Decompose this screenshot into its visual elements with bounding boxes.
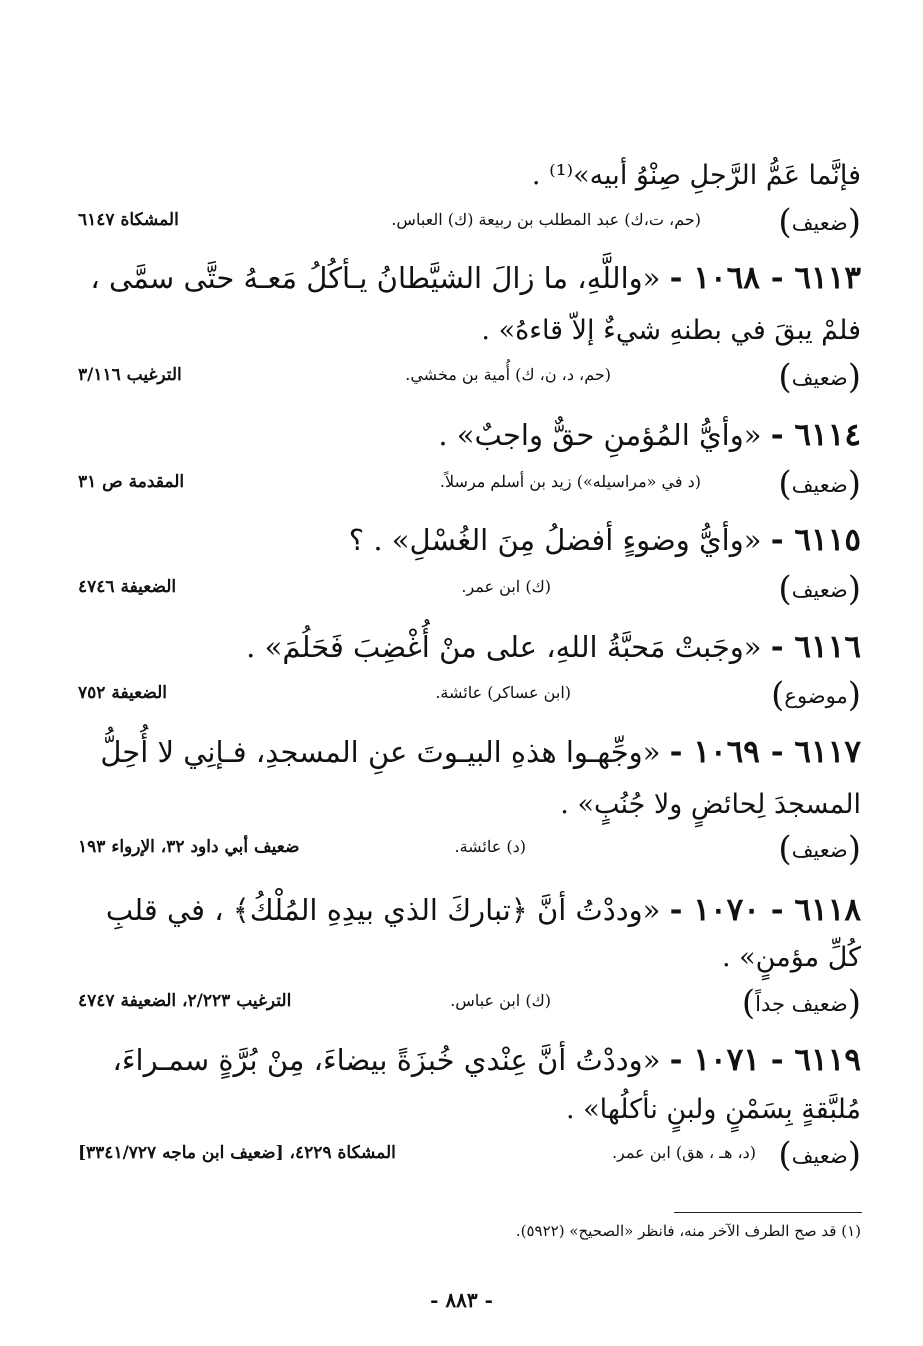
grade-label: (موضوع) <box>771 675 861 715</box>
hadith-first-line <box>78 415 861 455</box>
hadith-first-line <box>78 732 861 772</box>
narrator-text: (حم، ت،ك) عبد المطلب بن ربيعة (ك) العباس. <box>391 210 701 229</box>
hadith-first-line <box>78 258 861 298</box>
source-line <box>78 569 861 610</box>
hadith-number: ٦١١٣ - ١٠٦٨ - <box>669 260 861 296</box>
hadith-number: ٦١١٨ - ١٠٧٠ - <box>669 892 861 928</box>
hadith-first-line <box>78 627 861 667</box>
hadith-number: ٦١١٥ - <box>770 522 861 558</box>
grade-label: (ضعيف) <box>778 1135 861 1175</box>
grade-label: (ضعيف) <box>778 464 861 504</box>
hadith-text: «وجَبتْ مَحبَّةُ اللهِ، على منْ أُغْضِبَ فَحَلُمَ» . <box>246 630 762 664</box>
hadith-text: «وأيُّ المُؤمنِ حقٌّ واجبٌ» . <box>438 418 762 452</box>
grade-label: (ضعيف) <box>778 829 861 869</box>
footnote: (١) قد صح الطرف الآخر منه، فانظر «الصحيح» (٥٩٢٢). <box>515 1222 861 1240</box>
source-line <box>78 675 861 716</box>
hadith-text: «واللَّهِ، ما زالَ الشيَّطانُ يـأكُلُ مَعـهُ حتَّى سمَّى ، <box>90 261 661 295</box>
reference-text: الضعيفة ٧٥٢ <box>78 683 168 703</box>
hadith-first-line <box>78 520 861 560</box>
source-line <box>78 202 861 243</box>
source-line <box>78 464 861 505</box>
narrator-text: (ابن عساكر) عائشة. <box>435 683 571 702</box>
hadith-text: «وأيُّ وضوءٍ أفضلُ مِنَ الغُسْلِ» . ؟ <box>348 523 762 557</box>
hadith-text-line: مُلبَّقةٍ بِسَمْنٍ ولبنٍ نأكلُها» . <box>565 1094 861 1125</box>
source-line <box>78 829 861 870</box>
hadith-text: «وجِّهـوا هذهِ البيـوتَ عنِ المسجدِ، فـإنِي لا أُحِلُّ <box>100 735 661 769</box>
grade-label: (ضعيف) <box>778 569 861 609</box>
hadith-number: ٦١١٦ - <box>770 629 861 665</box>
reference-text: الترغيب ٢/٢٢٣، الضعيفة ٤٧٤٧ <box>78 991 292 1011</box>
hadith-text-line: فإنَّما عَمُّ الرَّجلِ صِنْوُ أبيه»⁽¹⁾ . <box>531 160 861 191</box>
narrator-text: (ك) ابن عباس. <box>450 991 551 1010</box>
source-line <box>78 983 861 1024</box>
hadith-first-line <box>78 1040 861 1080</box>
footnote-divider <box>674 1212 862 1213</box>
reference-text: الضعيفة ٤٧٤٦ <box>78 577 177 597</box>
narrator-text: (ك) ابن عمر. <box>461 577 551 596</box>
hadith-text-line: المسجدَ لِحائضٍ ولا جُنُبٍ» . <box>560 789 861 820</box>
hadith-first-line <box>78 890 861 930</box>
hadith-number: ٦١١٧ - ١٠٦٩ - <box>669 734 861 770</box>
narrator-text: (حم، د، ن، ك) أُمية بن مخشي. <box>405 365 611 384</box>
narrator-text: (د، هـ ، هق) ابن عمر. <box>611 1143 756 1162</box>
narrator-text: (د) عائشة. <box>454 837 526 856</box>
hadith-text-line: كُلِّ مؤمنٍ» . <box>722 942 861 973</box>
narrator-text: (د في «مراسيله») زيد بن أسلم مرسلاً. <box>439 472 701 491</box>
source-line <box>78 357 861 398</box>
grade-label: (ضعيف جداً) <box>741 983 861 1023</box>
reference-text: المقدمة ص ٣١ <box>78 472 185 492</box>
reference-text: الترغيب ٣/١١٦ <box>78 365 182 385</box>
hadith-text-line: فلمْ يبقَ في بطنهِ شيءٌ إلاّ قاءهُ» . <box>481 315 861 346</box>
hadith-text: «وددْتُ أنَّ عِنْدي خُبزَةً بيضاءَ، مِنْ بُرَّةٍ سمـراءَ، <box>112 1043 661 1077</box>
reference-text: ضعيف أبي داود ٣٢، الإرواء ١٩٣ <box>78 837 300 857</box>
grade-label: (ضعيف) <box>778 357 861 397</box>
reference-text: المشكاة ٤٢٢٩، [ضعيف ابن ماجه ٣٣٤١/٧٢٧] <box>78 1143 396 1163</box>
hadith-text: «وددْتُ أنَّ ﴿تباركَ الذي بيدِهِ المُلْكُ﴾ ، في قلبِ <box>105 893 661 927</box>
source-line <box>78 1135 861 1176</box>
grade-label: (ضعيف) <box>778 202 861 242</box>
page-number: - ٨٨٣ - <box>430 1288 493 1312</box>
hadith-number: ٦١١٤ - <box>770 417 861 453</box>
reference-text: المشكاة ٦١٤٧ <box>78 210 179 230</box>
hadith-number: ٦١١٩ - ١٠٧١ - <box>669 1042 861 1078</box>
